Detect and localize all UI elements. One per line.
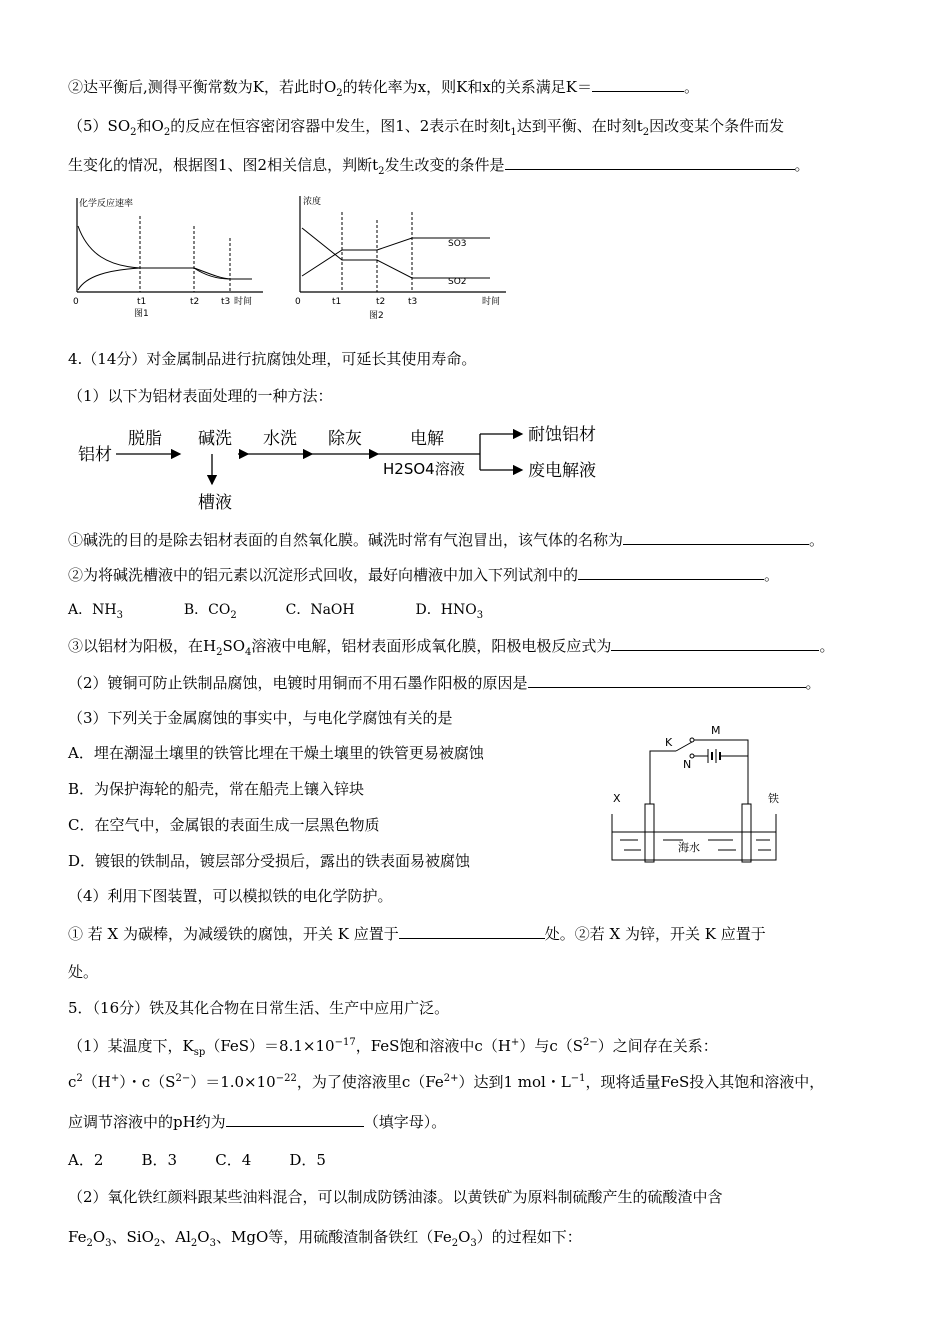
wire-m — [694, 740, 748, 806]
text: 的反应在恒容密闭容器中发生，图1、2表示在时刻t — [170, 117, 511, 135]
sub: 2 — [642, 127, 650, 138]
text: ，为了使溶液里c（Fe — [296, 1073, 444, 1091]
text: （5）SO — [68, 117, 131, 135]
text: 。 — [794, 156, 810, 174]
answer-blank[interactable] — [578, 565, 764, 580]
text: 。 — [819, 637, 835, 655]
q4-title — [68, 349, 476, 369]
origin: 0 — [73, 297, 79, 307]
sub: 2 — [86, 1238, 93, 1249]
label-n: N — [683, 758, 692, 771]
q5-title — [68, 998, 449, 1018]
sup: + — [110, 1073, 120, 1084]
text: 。 — [764, 566, 780, 584]
answer-blank[interactable] — [399, 924, 545, 939]
text: c — [68, 1073, 77, 1091]
text: （2）氧化铁红颜料跟某些油料混合，可以制成防锈油漆。以黄铁矿为原料制硫酸产生的硫酸渣中含 — [68, 1188, 723, 1206]
sup: 2− — [583, 1037, 598, 1048]
forward-rate-curve — [78, 226, 140, 268]
electrochem-apparatus — [608, 718, 800, 866]
text: ①碱洗的目的是除去铝材表面的自然氧化膜。碱洗时常有气泡冒出，该气体的名称为 — [68, 531, 624, 549]
tick-t1: t1 — [137, 297, 147, 307]
electrode-x — [645, 804, 654, 862]
text: 处。②若 X 为锌，开关 K 应置于 — [544, 925, 766, 943]
sub: sp — [193, 1047, 206, 1058]
text: （1）以下为铝材表面处理的一种方法： — [68, 387, 333, 405]
sub: 1 — [510, 127, 517, 138]
text: （2）镀铜可防止铁制品腐蚀，电镀时用铜而不用石墨作阳极的原因是 — [68, 674, 528, 692]
sup: −17 — [334, 1037, 356, 1048]
text: O — [458, 1228, 471, 1246]
flow-step-alkali-wash: 碱洗 — [198, 429, 232, 449]
sup: −1 — [570, 1073, 586, 1084]
q3-line1 — [68, 77, 699, 97]
text: 的转化率为x，则K和x的关系满足K＝ — [342, 78, 592, 96]
q5-options — [68, 1150, 326, 1170]
label-m: M — [711, 724, 721, 737]
q4-c2 — [68, 779, 364, 799]
flow-step-degrease: 脱脂 — [128, 429, 162, 449]
q4-p6 — [68, 962, 98, 982]
sub: 3 — [209, 1238, 216, 1249]
tick-t1: t1 — [332, 297, 342, 307]
sub: 4 — [245, 647, 252, 658]
text: ，FeS饱和溶液中c（H — [355, 1037, 511, 1055]
flow-product-waste-electrolyte: 废电解液 — [528, 461, 596, 481]
xlabel: 时间 — [482, 297, 501, 307]
q3-line2 — [68, 116, 784, 136]
text: O — [197, 1228, 210, 1246]
answer-blank[interactable] — [226, 1112, 364, 1127]
answer-blank[interactable] — [611, 636, 819, 651]
text: O — [92, 1228, 106, 1246]
tick-t2: t2 — [190, 297, 200, 307]
text: ，现将适量FeS投入其饱和溶液中， — [585, 1073, 825, 1091]
text: 达到平衡、在时刻t — [516, 117, 643, 135]
flow-step-water-wash: 水洗 — [263, 429, 297, 449]
q4-p4 — [68, 886, 393, 906]
label-iron: 铁 — [768, 792, 779, 805]
label-k: K — [665, 736, 673, 749]
flow-product-corrosion-resistant: 耐蚀铝材 — [528, 425, 596, 445]
sub: 3 — [105, 1238, 112, 1249]
text: A．埋在潮湿土壤里的铁管比埋在干燥土壤里的铁管更易被腐蚀 — [68, 744, 484, 762]
sub: 2 — [190, 1238, 198, 1249]
text: SO — [222, 637, 246, 655]
text: ）达到1 mol・L — [458, 1073, 571, 1091]
text: 因改变某个条件而发 — [649, 117, 785, 135]
origin: 0 — [295, 297, 301, 307]
text: 生变化的情况，根据图1、图2相关信息，判断t — [68, 156, 379, 174]
text: （H — [82, 1073, 111, 1091]
q5-p2 — [68, 1072, 824, 1092]
sup: 2+ — [443, 1073, 459, 1084]
sub: 3 — [470, 1238, 477, 1249]
sub: 2 — [451, 1238, 459, 1249]
text: （1）某温度下，K — [68, 1037, 194, 1055]
contact-n — [690, 754, 694, 758]
q4-p3 — [68, 708, 453, 728]
text: 。 — [809, 531, 825, 549]
answer-blank[interactable] — [592, 77, 684, 92]
figure-1 — [68, 192, 273, 322]
q5-p4 — [68, 1187, 723, 1207]
text: ① 若 X 为碳棒，为减缓铁的腐蚀，开关 K 应置于 — [68, 925, 399, 943]
text: 。 — [805, 674, 821, 692]
text: Fe — [68, 1228, 87, 1246]
option-c: C．NaOH — [285, 602, 355, 618]
text: ②为将碱洗槽液中的铝元素以沉淀形式回收，最好向槽液中加入下列试剂中的 — [68, 566, 579, 584]
text: 、MgO等，用硫酸渣制备铁红（Fe — [215, 1228, 452, 1246]
ylabel: 浓度 — [303, 197, 322, 207]
sub: 2 — [230, 609, 237, 621]
label-so3: SO3 — [448, 239, 467, 249]
text: 。 — [684, 78, 700, 96]
contact-m — [690, 738, 694, 742]
q4-a3 — [68, 636, 834, 656]
text: C．在空气中，金属银的表面生成一层黑色物质 — [68, 816, 380, 834]
option-d: D．HNO — [415, 602, 477, 618]
xlabel: 时间 — [234, 297, 253, 307]
caption: 图1 — [134, 309, 149, 319]
option-a: A．NH — [68, 602, 117, 618]
flow-step-ash-removal: 除灰 — [328, 429, 362, 449]
q4-p1 — [68, 386, 333, 406]
text: ）・c（S — [119, 1073, 176, 1091]
reverse-rate-curve — [78, 268, 140, 290]
tick-t3: t3 — [221, 297, 231, 307]
text: 处。 — [68, 963, 99, 981]
text: 、Al — [160, 1228, 191, 1246]
answer-blank[interactable] — [623, 530, 809, 545]
wire-left — [650, 751, 676, 806]
tick-t3: t3 — [408, 297, 418, 307]
option-b: B．CO — [183, 602, 231, 618]
q4-p5 — [68, 924, 766, 944]
text: ）＝1.0×10 — [190, 1073, 276, 1091]
text: ）的过程如下： — [476, 1228, 582, 1246]
sup: 2− — [175, 1073, 191, 1084]
q4-c4 — [68, 851, 470, 871]
label-so2: SO2 — [448, 277, 467, 287]
text: 和O — [136, 117, 164, 135]
text: 4.（14分）对金属制品进行抗腐蚀处理，可延长其使用寿命。 — [68, 350, 477, 368]
caption: 图2 — [369, 311, 384, 321]
q5-p5 — [68, 1227, 582, 1247]
q4-a2 — [68, 565, 779, 585]
sup: −22 — [275, 1073, 297, 1084]
text: D．镀银的铁制品，镀层部分受损后，露出的铁表面易被腐蚀 — [68, 852, 471, 870]
text: ）与c（S — [519, 1037, 583, 1055]
q5-p1 — [68, 1036, 718, 1056]
sub: 2 — [163, 127, 171, 138]
sub: 2 — [336, 88, 343, 99]
flow-step-aluminum: 铝材 — [78, 445, 112, 465]
figure-2 — [290, 190, 515, 322]
text: 溶液中电解，铝材表面形成氧化膜，阳极电极反应式为 — [251, 637, 612, 655]
label-x: X — [613, 792, 621, 805]
flow-tank-liquid: 槽液 — [198, 493, 232, 513]
label-seawater: 海水 — [678, 841, 700, 854]
q4-p2 — [68, 673, 821, 693]
text: 发生改变的条件是 — [384, 156, 505, 174]
ylabel: 化学反应速率 — [79, 199, 134, 209]
text: 、SiO — [111, 1228, 154, 1246]
sub: 3 — [476, 609, 484, 621]
sup: + — [510, 1037, 520, 1048]
q4-a1 — [68, 530, 824, 550]
answer-blank[interactable] — [528, 673, 806, 688]
q4-c1 — [68, 743, 484, 763]
text: 5．（16分）铁及其化合物在日常生活、生产中应用广泛。 — [68, 999, 450, 1017]
options: A．2 B．3 C．4 D．5 — [68, 1151, 326, 1169]
q4-c3 — [68, 815, 379, 835]
text: （4）利用下图装置，可以模拟铁的电化学防护。 — [68, 887, 393, 905]
sub: 2 — [130, 127, 137, 138]
so2-curve — [302, 228, 490, 278]
process-flow-diagram — [70, 420, 610, 515]
electrode-iron — [742, 804, 751, 862]
text: （填字母）。 — [363, 1113, 447, 1131]
answer-blank[interactable] — [505, 155, 795, 170]
flow-step-electrolysis: 电解 — [410, 429, 444, 449]
text: B．为保护海轮的船壳，常在船壳上镶入锌块 — [68, 780, 365, 798]
tick-t2: t2 — [376, 297, 386, 307]
flow-step-h2so4: H2SO4溶液 — [383, 460, 465, 478]
text: ②达平衡后,测得平衡常数为K，若此时O — [68, 78, 337, 96]
sup: 2 — [76, 1073, 83, 1084]
rate-split-up — [194, 268, 230, 279]
sub: 2 — [378, 166, 385, 177]
sub: 2 — [216, 647, 223, 658]
sub: 3 — [116, 609, 123, 621]
text: ）之间存在关系： — [597, 1037, 718, 1055]
text: （3）下列关于金属腐蚀的事实中，与电化学腐蚀有关的是 — [68, 709, 453, 727]
text: 应调节溶液中的pH约为 — [68, 1113, 226, 1131]
sub: 2 — [153, 1238, 161, 1249]
switch-arm — [676, 742, 692, 751]
text: （FeS）＝8.1×10 — [205, 1037, 335, 1055]
q5-p3 — [68, 1112, 446, 1132]
text: ③以铝材为阳极，在H — [68, 637, 217, 655]
q4-options — [68, 600, 483, 620]
q3-line3 — [68, 155, 810, 175]
